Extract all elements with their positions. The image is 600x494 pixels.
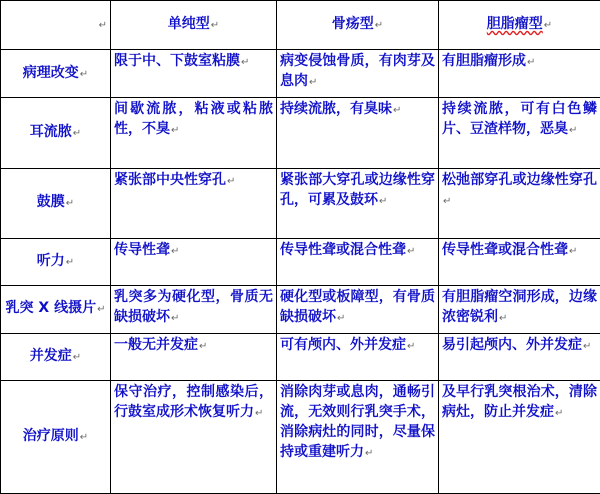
table-cell — [277, 333, 439, 380]
column-header — [111, 1, 277, 50]
row-header — [1, 98, 111, 168]
table-cell — [439, 168, 600, 238]
table-cell — [277, 50, 439, 98]
cell-text: 持续流脓，可有白色鳞片、豆渣样物，恶臭 — [442, 101, 597, 138]
table-row — [1, 333, 600, 380]
paragraph-mark: ↵ — [499, 312, 508, 324]
paragraph-mark: ↵ — [527, 57, 536, 69]
cell-text: 紧张部大穿孔或边缘性穿孔，可累及鼓环 — [280, 171, 435, 208]
paragraph-mark: ↵ — [72, 127, 82, 139]
paragraph-mark: ↵ — [543, 20, 553, 32]
header-row — [1, 1, 600, 50]
column-header-label: 胆脂瘤型 — [486, 16, 543, 33]
paragraph-mark: ↵ — [241, 57, 250, 69]
table-row — [1, 238, 600, 285]
cell-text: 传导性聋或混合性聋 — [442, 241, 568, 258]
paragraph-mark: ↵ — [171, 312, 180, 324]
cell-text: 紧张部中央性穿孔 — [114, 171, 226, 188]
paragraph-mark: ↵ — [569, 125, 578, 137]
cell-text: 松弛部穿孔或边缘性穿孔 — [442, 171, 597, 188]
paragraph-mark: ↵ — [79, 68, 89, 80]
paragraph-mark: ↵ — [171, 125, 180, 137]
cell-text: 限于中、下鼓室粘膜 — [114, 53, 240, 70]
cell-text: 病变侵蚀骨质，有肉芽及息肉 — [280, 53, 435, 90]
paragraph-mark: ↵ — [210, 20, 220, 32]
paragraph-mark: ↵ — [374, 20, 384, 32]
paragraph-mark: ↵ — [393, 105, 402, 117]
table-cell — [111, 333, 277, 380]
table-cell — [111, 98, 277, 168]
cell-text: 可有颅内、外并发症 — [280, 336, 406, 353]
row-header-label: 病理改变 — [22, 64, 79, 81]
paragraph-mark: ↵ — [569, 245, 578, 257]
paragraph-mark: ↵ — [98, 20, 107, 32]
table-cell — [277, 238, 439, 285]
row-header-label: 鼓膜 — [36, 194, 65, 211]
table-cell — [111, 238, 277, 285]
cell-text: 间歇流脓，粘液或粘脓性，不臭 — [114, 101, 273, 138]
row-header — [1, 333, 111, 380]
row-header-label: 耳流脓 — [29, 123, 72, 140]
cell-text: 消除肉芽或息肉，通畅引流，无效则行乳突手术，消除病灶的同时，尽量保持或重建听力 — [280, 383, 435, 460]
table-cell — [111, 168, 277, 238]
column-header-label: 骨疡型 — [331, 16, 374, 33]
row-header — [1, 168, 111, 238]
table-cell — [277, 285, 439, 333]
paragraph-mark: ↵ — [555, 407, 564, 419]
cell-text: 有胆脂瘤形成 — [442, 53, 526, 70]
table-cell — [111, 285, 277, 333]
row-header — [1, 50, 111, 98]
cell-text: 传导性聋或混合性聋 — [280, 241, 406, 258]
paragraph-mark: ↵ — [65, 198, 75, 210]
paragraph-mark: ↵ — [72, 351, 82, 363]
paragraph-mark: ↵ — [583, 340, 592, 352]
paragraph-mark: ↵ — [65, 256, 75, 268]
table-cell — [439, 50, 600, 98]
row-header-label: 并发症 — [29, 347, 72, 364]
table-cell — [277, 98, 439, 168]
table-row — [1, 98, 600, 168]
cell-text: 及早行乳突根治术，清除病灶，防止并发症 — [442, 383, 597, 420]
paragraph-mark: ↵ — [97, 304, 106, 316]
paragraph-mark: ↵ — [379, 195, 388, 207]
table-cell — [111, 50, 277, 98]
paragraph-mark: ↵ — [407, 340, 416, 352]
row-header — [1, 380, 111, 493]
cell-text: 持续流脓，有臭味 — [280, 101, 392, 118]
cell-text: 保守治疗，控制感染后，行鼓室成形术恢复听力 — [114, 383, 273, 420]
paragraph-mark: ↵ — [337, 312, 346, 324]
column-header — [277, 1, 439, 50]
paragraph-mark: ↵ — [407, 245, 416, 257]
table-cell — [111, 380, 277, 493]
table-cell — [439, 238, 600, 285]
cell-text: 一般无并发症 — [114, 336, 198, 353]
table-cell — [277, 380, 439, 493]
paragraph-mark: ↵ — [255, 407, 264, 419]
column-header-label: 单纯型 — [167, 16, 210, 33]
cell-text: 有胆脂瘤空洞形成，边缘浓密锐利 — [442, 288, 597, 325]
table-cell — [439, 380, 600, 493]
table-cell — [439, 285, 600, 333]
paragraph-mark: ↵ — [365, 447, 374, 459]
table-cell — [439, 98, 600, 168]
row-header-label: 听力 — [36, 252, 65, 269]
table-row — [1, 168, 600, 238]
table-row — [1, 50, 600, 98]
column-header — [439, 1, 600, 50]
paragraph-mark: ↵ — [309, 77, 318, 89]
row-header-label: 治疗原则 — [22, 427, 79, 444]
cell-text: 易引起颅内、外并发症 — [442, 336, 582, 353]
row-header — [1, 285, 111, 333]
table-row — [1, 380, 600, 493]
cell-text: 传导性聋 — [114, 241, 170, 258]
paragraph-mark: ↵ — [199, 340, 208, 352]
paragraph-mark: ↵ — [171, 245, 180, 257]
row-header — [1, 238, 111, 285]
table-row — [1, 285, 600, 333]
cell-text: 硬化型或板障型，有骨质缺损破坏 — [280, 288, 435, 325]
paragraph-mark: ↵ — [443, 195, 452, 207]
paragraph-mark: ↵ — [79, 431, 89, 443]
table-cell — [439, 333, 600, 380]
table-cell — [277, 168, 439, 238]
corner-cell — [1, 1, 111, 50]
table-body — [1, 1, 600, 494]
cell-text: 乳突多为硬化型，骨质无缺损破坏 — [114, 288, 273, 325]
row-header-label: 乳突 X 线摄片 — [5, 300, 97, 317]
paragraph-mark: ↵ — [227, 175, 236, 187]
